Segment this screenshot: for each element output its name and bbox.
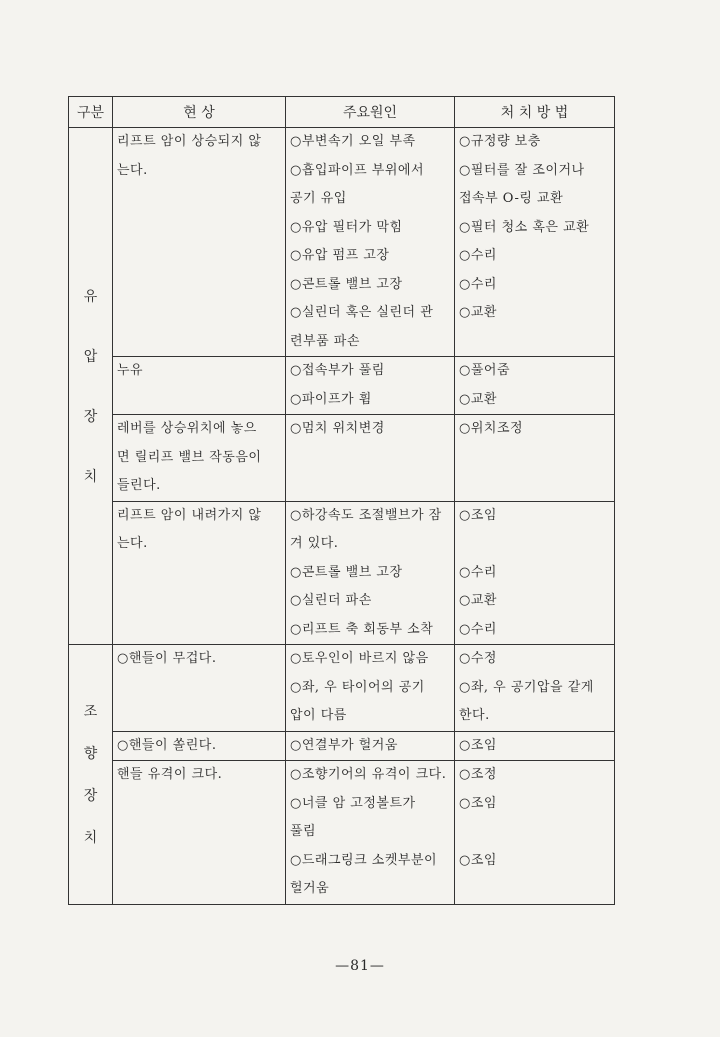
action-text: ○조임 — [459, 737, 497, 753]
action-text: ○수정 — [459, 651, 497, 666]
symptom-cell — [113, 357, 286, 415]
symptom-text: 는다. — [117, 536, 148, 551]
symptom-text: 리프트 암이 상승되지 않 — [117, 134, 262, 149]
symptom-text: 리프트 암이 내려가지 않 — [117, 507, 262, 523]
category-char: 치 — [83, 469, 98, 485]
action-text: 한다. — [459, 708, 490, 723]
table-row — [69, 128, 615, 357]
action-text: ○조임 — [459, 795, 497, 811]
category-char: 장 — [83, 409, 98, 425]
cause-text: ○멈치 위치변경 — [290, 421, 385, 436]
symptom-text: 면 릴리프 밸브 작동음이 — [117, 449, 262, 465]
action-cell — [455, 415, 615, 502]
action-text — [455, 818, 614, 847]
cause-text: ○흡입파이프 부위에서 — [290, 162, 424, 178]
action-text: ○수리 — [459, 564, 497, 580]
cause-cell — [286, 128, 455, 357]
cause-text: 헐거움 — [290, 881, 330, 896]
cause-text: ○유압 필터가 막힘 — [290, 219, 403, 235]
table-row — [69, 761, 615, 905]
action-text: ○필터 청소 혹은 교환 — [459, 219, 590, 235]
cause-text: ○토우인이 바르지 않음 — [290, 651, 429, 666]
symptom-cell — [113, 731, 286, 761]
cause-text: 련부품 파손 — [290, 333, 360, 349]
symptom-text: 는다. — [117, 162, 148, 178]
table-row — [69, 415, 615, 502]
cause-text: ○하강속도 조절밸브가 잠 — [290, 507, 442, 523]
cause-text: ○실린더 파손 — [290, 593, 372, 608]
action-cell — [455, 645, 615, 732]
cause-text: ○드래그링크 소켓부분이 — [290, 852, 438, 868]
symptom-cell — [113, 501, 286, 645]
cause-text: ○너클 암 고정볼트가 — [290, 795, 416, 811]
table-header-row — [69, 97, 615, 128]
action-text: ○필터를 잘 조이거나 — [459, 162, 585, 178]
symptom-cell — [113, 761, 286, 905]
table-row — [69, 501, 615, 645]
header-category: 구분 — [69, 97, 113, 128]
category-cell — [69, 128, 113, 645]
action-text: ○수리 — [459, 621, 497, 637]
action-cell — [455, 731, 615, 761]
cause-text: ○리프트 축 회동부 소착 — [290, 621, 434, 637]
cause-cell — [286, 761, 455, 905]
category-char: 조 — [83, 704, 98, 721]
action-text — [455, 444, 614, 473]
table-row — [69, 645, 615, 732]
cause-text: ○실린더 혹은 실린더 관 — [290, 305, 434, 320]
header-cause: 주요원인 — [286, 97, 455, 128]
action-text — [455, 472, 614, 501]
action-text: ○조임 — [459, 507, 497, 523]
action-cell — [455, 761, 615, 905]
cause-cell — [286, 645, 455, 732]
symptom-cell — [113, 128, 286, 357]
cause-text: 풀림 — [290, 824, 317, 839]
page-number: —81— — [335, 958, 385, 974]
category-char: 유 — [83, 289, 98, 305]
cause-cell — [286, 415, 455, 502]
cause-text: ○조향기어의 유격이 크다. — [290, 767, 447, 782]
symptom-text: 들린다. — [117, 478, 161, 493]
action-text: ○교환 — [459, 391, 497, 407]
header-symptom: 현 상 — [113, 97, 286, 128]
cause-text: 압이 다름 — [290, 708, 347, 723]
cause-cell — [286, 357, 455, 415]
symptom-cell — [113, 415, 286, 502]
symptom-text: 누유 — [117, 363, 144, 378]
category-char: 압 — [83, 349, 98, 365]
category-char: 치 — [83, 830, 98, 847]
cause-text: ○연결부가 헐거움 — [290, 737, 398, 753]
action-text: ○조임 — [459, 852, 497, 868]
cause-cell — [286, 731, 455, 761]
action-text: ○교환 — [459, 305, 497, 320]
symptom-cell — [113, 645, 286, 732]
action-text: ○규정량 보충 — [459, 134, 541, 149]
category-char: 향 — [83, 746, 98, 763]
cause-text: ○콘트롤 밸브 고장 — [290, 564, 403, 580]
troubleshooting-table — [68, 96, 615, 905]
cause-text: ○파이프가 휨 — [290, 391, 372, 407]
cause-text: ○콘트롤 밸브 고장 — [290, 276, 403, 292]
table-row — [69, 357, 615, 415]
action-text: ○좌, 우 공기압을 같게 — [459, 679, 594, 695]
action-text: ○수리 — [459, 248, 497, 263]
action-text: ○풀어줌 — [459, 363, 511, 378]
action-cell — [455, 501, 615, 645]
category-char: 장 — [83, 788, 98, 805]
action-text: ○위치조정 — [459, 421, 524, 436]
cause-text: ○부변속기 오일 부족 — [290, 134, 416, 149]
action-text: 접속부 O-링 교환 — [459, 191, 564, 206]
category-cell — [69, 645, 113, 905]
cause-text: ○좌, 우 타이어의 공기 — [290, 679, 425, 695]
cause-text: 공기 유입 — [290, 191, 347, 206]
action-text — [455, 875, 614, 904]
symptom-text: 핸들 유격이 크다. — [117, 767, 223, 782]
action-cell — [455, 357, 615, 415]
cause-text — [286, 444, 454, 473]
cause-text: ○접속부가 풀림 — [290, 363, 385, 378]
cause-cell — [286, 501, 455, 645]
symptom-text: ○핸들이 무겁다. — [117, 651, 217, 666]
action-text: ○교환 — [459, 593, 497, 608]
action-cell — [455, 128, 615, 357]
symptom-text: 레버를 상승위치에 놓으 — [117, 421, 257, 436]
cause-text — [286, 472, 454, 501]
cause-text: ○유압 펌프 고장 — [290, 248, 390, 263]
action-text — [455, 328, 614, 357]
cause-text: 겨 있다. — [290, 536, 339, 551]
header-action: 처 치 방 법 — [455, 97, 615, 128]
action-text — [455, 530, 614, 559]
action-text: ○조정 — [459, 767, 497, 782]
symptom-text: ○핸들이 쏠린다. — [117, 737, 217, 753]
action-text: ○수리 — [459, 276, 497, 292]
table-row — [69, 731, 615, 761]
